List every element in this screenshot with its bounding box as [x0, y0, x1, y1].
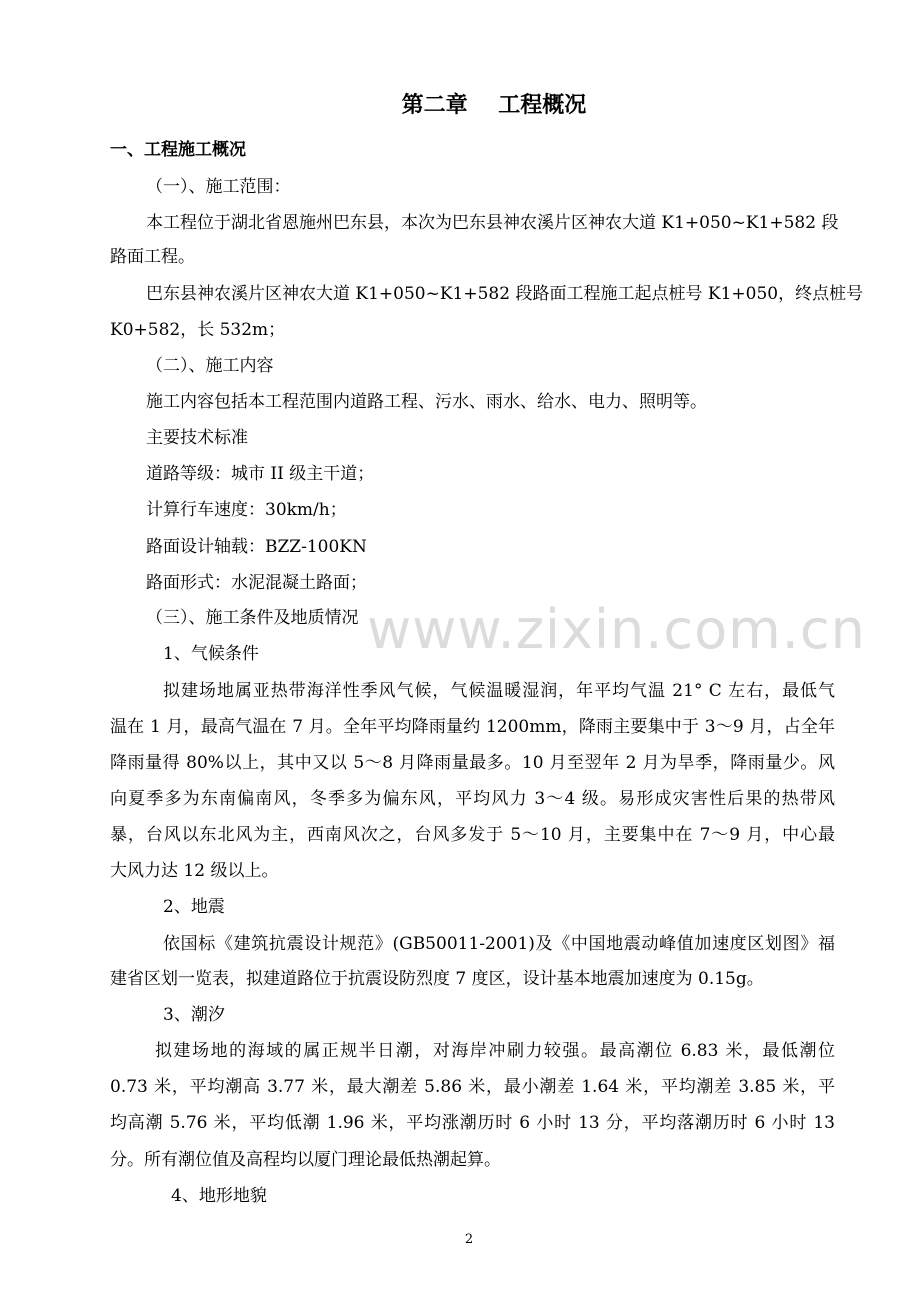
item-heading: 2、地震	[163, 897, 225, 917]
paragraph-line: 施工内容包括本工程范围内道路工程、污水、雨水、给水、电力、照明等。	[146, 392, 707, 412]
watermark: www.zixin.com.cn	[367, 598, 866, 661]
item-heading: 4、地形地貌	[171, 1186, 267, 1206]
paragraph-line: 大风力达 12 级以上。	[110, 861, 279, 881]
subsection-heading: （二）、施工内容	[146, 356, 274, 376]
item-heading: 1、气候条件	[163, 644, 259, 664]
paragraph-line: 均高潮 5.76 米，平均低潮 1.96 米，平均涨潮历时 6 小时 13 分，平均落潮历时 6 小时 13	[110, 1113, 835, 1133]
paragraph-line: 分。所有潮位值及高程均以厦门理论最低热潮起算。	[110, 1150, 501, 1170]
paragraph-line: 主要技术标准	[146, 428, 248, 448]
section-heading: 一、工程施工概况	[110, 140, 246, 160]
paragraph-line: 0.73 米，平均潮高 3.77 米，最大潮差 5.86 米，最小潮差 1.64 米，平均潮差 3.85 米，平	[110, 1077, 835, 1097]
page-number: 2	[464, 1232, 474, 1247]
paragraph-line: 暴，台风以东北风为主，西南风次之，台风多发于 5～10 月，主要集中在 7～9 月，中心最	[110, 825, 835, 845]
paragraph-line: 本工程位于湖北省恩施州巴东县，本次为巴东县神农溪片区神农大道 K1+050~K1+582 段	[146, 213, 839, 233]
paragraph-line: 道路等级：城市 II 级主干道；	[146, 464, 375, 484]
paragraph-line: 建省区划一览表，拟建道路位于抗震设防烈度 7 度区，设计基本地震加速度为 0.15g。	[110, 969, 764, 989]
paragraph-line: 巴东县神农溪片区神农大道 K1+050~K1+582 段路面工程施工起点桩号 K1+050，终点桩号	[146, 284, 864, 304]
paragraph-line: 拟建场地的海域的属正规半日潮，对海岸冲刷力较强。最高潮位 6.83 米，最低潮位	[155, 1041, 835, 1061]
paragraph-line: 降雨量得 80%以上，其中又以 5～8 月降雨量最多。10 月至翌年 2 月为旱季，降雨量少。风	[110, 753, 835, 773]
paragraph-line: K0+582，长 532m；	[110, 320, 286, 340]
paragraph-line: 依国标《建筑抗震设计规范》(GB50011-2001)及《中国地震动峰值加速度区划图》福	[163, 934, 835, 954]
paragraph-line: 温在 1 月，最高气温在 7 月。全年平均降雨量约 1200mm，降雨主要集中于 3～9 月，占全年	[110, 717, 835, 737]
chapter-title: 第二章 工程概况	[401, 93, 587, 118]
paragraph-line: 路面工程。	[110, 247, 195, 267]
paragraph-line: 路面形式：水泥混凝土路面；	[146, 573, 367, 593]
paragraph-line: 向夏季多为东南偏南风，冬季多为偏东风，平均风力 3～4 级。易形成灾害性后果的热带风	[110, 789, 835, 809]
paragraph-line: 拟建场地属亚热带海洋性季风气候，气候温暖湿润，年平均气温 21° C 左右，最低气	[163, 681, 835, 701]
paragraph-line: 路面设计轴载：BZZ-100KN	[146, 537, 367, 557]
subsection-heading: （三）、施工条件及地质情况	[146, 608, 359, 628]
item-heading: 3、潮汐	[163, 1005, 225, 1025]
subsection-heading: （一）、施工范围：	[146, 177, 291, 197]
paragraph-line: 计算行车速度：30km/h；	[146, 500, 347, 520]
